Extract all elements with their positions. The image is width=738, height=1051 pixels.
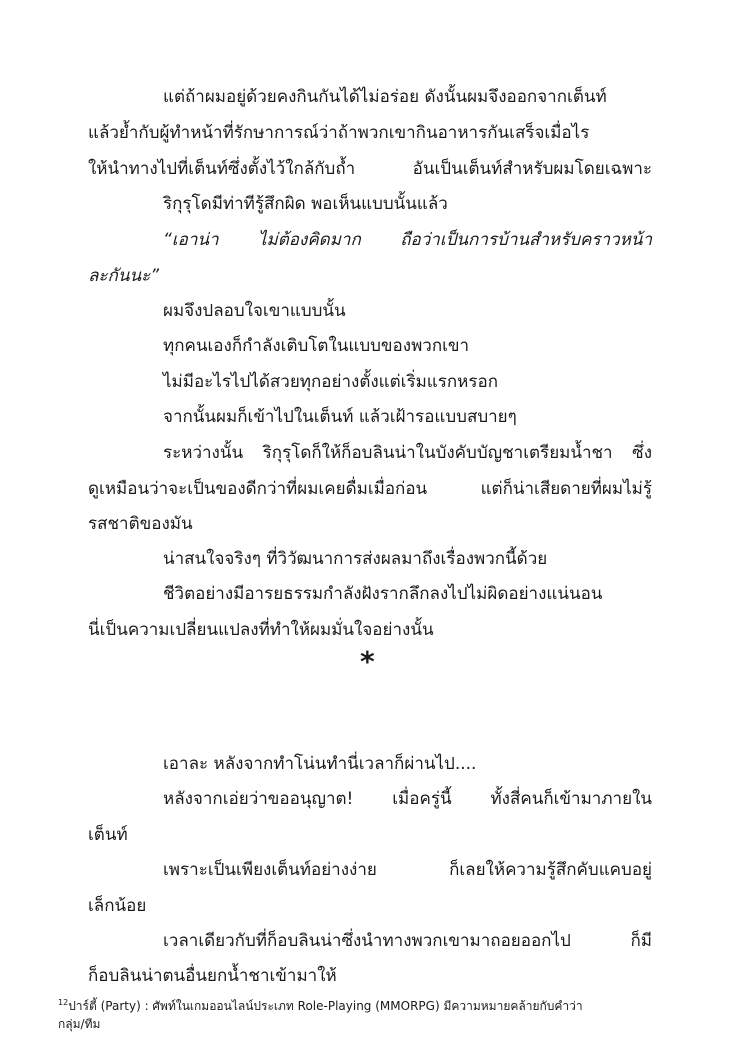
body-line: น่าสนใจจริงๆ ที่วิวัฒนาการส่งผลมาถึงเรื่องพวกนี้ด้วย [163, 549, 548, 569]
body-line: ให้นำทางไปที่เต็นท์ซึ่งตั้งไว้ใกล้กับถ้ำ อันเป็นเต็นท์สำหรับผมโดยเฉพาะ [88, 159, 652, 179]
dialogue-line: ละกันนะ” [88, 266, 160, 286]
footnote-number: 12 [58, 998, 69, 1007]
footnote-text: ปาร์ตี้ (Party) : ศัพท์ในเกมออนไลน์ประเภท Role-Playing (MMORPG) มีความหมายคล้ายกับคำว่า [68, 999, 583, 1013]
body-line: นี่เป็นความเปลี่ยนแปลงที่ทำให้ผมมั่นใจอย่างนั้น [88, 620, 434, 640]
body-line: แต่ถ้าผมอยู่ด้วยคงกินกันได้ไม่อร่อย ดังนั้นผมจึงออกจากเต็นท์ [163, 87, 607, 107]
body-line: ระหว่างนั้น ริกุรุโดก็ให้ก็อบลินน่าในบังคับบัญชาเตรียมน้ำชา ซึ่ง [163, 443, 652, 463]
body-line: แล้วย้ำกับผู้ทำหน้าที่รักษาการณ์ว่าถ้าพวกเขากินอาหารกันเสร็จเมื่อไร [88, 123, 590, 143]
body-line: ไม่มีอะไรไปได้สวยทุกอย่างตั้งแต่เริ่มแรกหรอก [163, 372, 499, 392]
body-line: ทุกคนเองก็กำลังเติบโตในแบบของพวกเขา [163, 336, 470, 356]
footnote [58, 994, 583, 1015]
body-line: หลังจากเอ่ยว่าขออนุญาต! เมื่อครู่นี้ ทั้งสี่คนก็เข้ามาภายใน [163, 789, 652, 809]
body-line: ริกุรุโดมีท่าทีรู้สึกผิด พอเห็นแบบนั้นแล้ว [163, 194, 448, 214]
body-line: ผมจึงปลอบใจเขาแบบนั้น [163, 301, 346, 321]
body-line: เอาละ หลังจากทำโน่นทำนี่เวลาก็ผ่านไป.... [163, 754, 477, 774]
body-line: เพราะเป็นเพียงเต็นท์อย่างง่าย ก็เลยให้ความรู้สึกคับแคบอยู่ [163, 860, 652, 880]
body-line: ชีวิตอย่างมีอารยธรรมกำลังฝังรากลึกลงไปไม่ผิดอย่างแน่นอน [163, 584, 603, 604]
body-line: เล็กน้อย [88, 896, 147, 916]
body-line: เต็นท์ [88, 825, 128, 845]
body-line: จากนั้นผมก็เข้าไปในเต็นท์ แล้วเฝ้ารอแบบสบายๆ [163, 407, 517, 427]
body-line: เวลาเดียวกับที่ก็อบลินน่าซึ่งนำทางพวกเขามาถอยออกไป ก็มี [163, 931, 652, 951]
body-line: ดูเหมือนว่าจะเป็นของดีกว่าที่ผมเคยดื่มเมื่อก่อน แต่ก็น่าเสียดายที่ผมไม่รู้ [88, 479, 652, 499]
body-line: ก็อบลินน่าตนอื่นยกน้ำชาเข้ามาให้ [88, 966, 337, 986]
scene-separator: * [360, 645, 375, 678]
body-line: รสชาติของมัน [88, 514, 193, 534]
footnote-continuation: กลุ่ม/ทีม [58, 1017, 101, 1031]
dialogue-line: “เอาน่า ไม่ต้องคิดมาก ถือว่าเป็นการบ้านสำหรับคราวหน้า [163, 230, 652, 250]
